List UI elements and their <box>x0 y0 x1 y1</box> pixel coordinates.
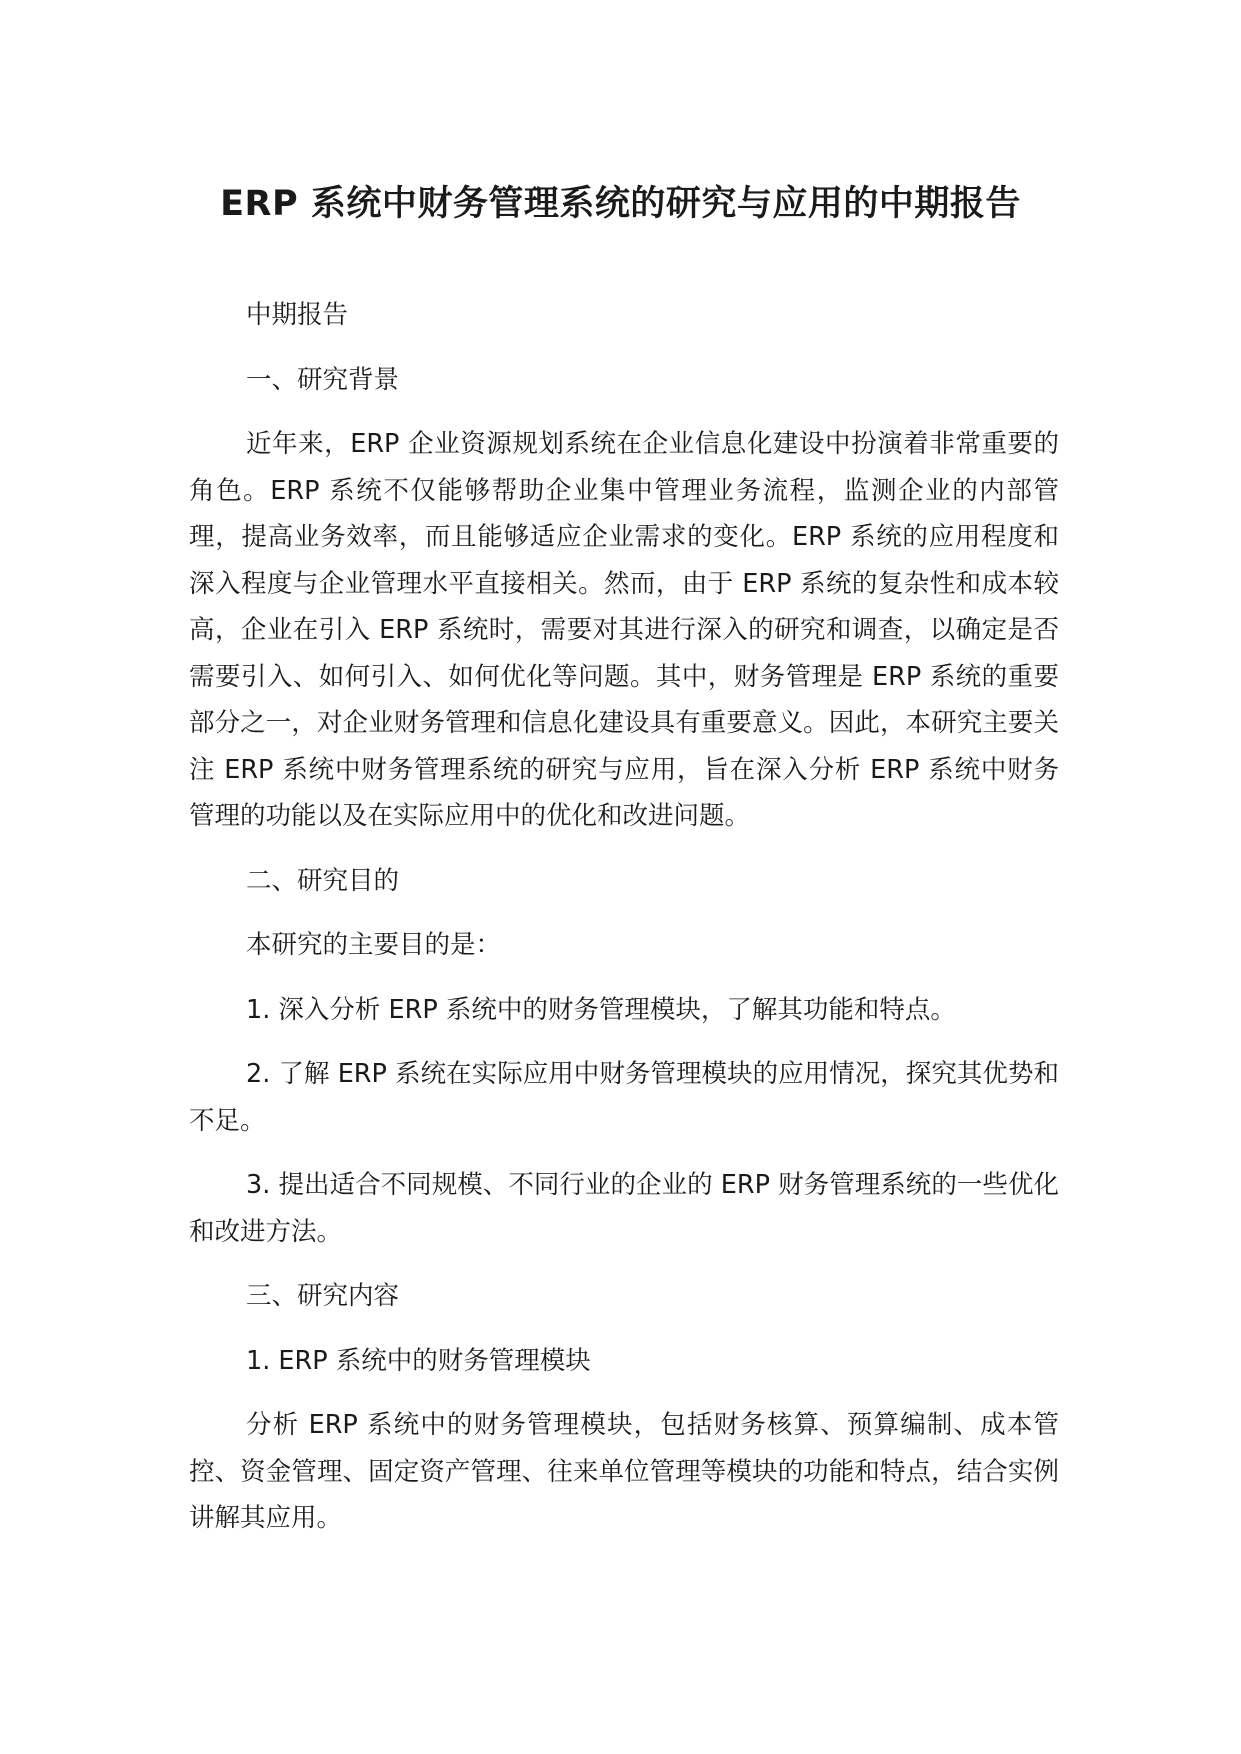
purpose-item-3: 3. 提出适合不同规模、不同行业的企业的 ERP 财务管理系统的一些优化和改进方法。 <box>189 1170 1059 1247</box>
section-heading-purpose: 二、研究目的 <box>246 865 400 896</box>
section-heading-content: 三、研究内容 <box>246 1281 400 1311</box>
section-heading-background: 一、研究背景 <box>246 364 400 395</box>
background-paragraph: 近年来，ERP 企业资源规划系统在企业信息化建设中扮演着非常重要的角色。ERP 系统不仅能够帮助企业集中管理业务流程，监测企业的内部管理，提高业务效率，而且能够适应企业需求的变化。ERP 系统的应用程度和深入程度与企业管理水平直接相关。然而，由于 ERP 系统的复杂性和成本较高，企业在引入 ERP 系统时，需要对其进行深入的研究和调查，以确定是否需要引入、如何引入、如何优化等问题。其中，财务管理是 ERP 系统的重要部分之一，对企业财务管理和信息化建设具有重要意义。因此，本研究主要关注 ERP 系统中财务管理系统的研究与应用，旨在深入分析 ERP 系统中财务管理的功能以及在实际应用中的优化和改进问题。 <box>189 429 1059 831</box>
purpose-intro: 本研究的主要目的是： <box>246 930 502 960</box>
purpose-item-2: 2. 了解 ERP 系统在实际应用中财务管理模块的应用情况，探究其优势和不足。 <box>189 1059 1059 1136</box>
document-title: ERP 系统中财务管理系统的研究与应用的中期报告 <box>220 184 1021 224</box>
content-subheading-1: 1. ERP 系统中的财务管理模块 <box>246 1345 591 1376</box>
purpose-item-1: 1. 深入分析 ERP 系统中的财务管理模块，了解其功能和特点。 <box>246 994 956 1025</box>
report-label: 中期报告 <box>246 300 349 330</box>
document-body <box>189 292 1059 1560</box>
content-paragraph-1: 分析 ERP 系统中的财务管理模块，包括财务核算、预算编制、成本管控、资金管理、固定资产管理、往来单位管理等模块的功能和特点，结合实例讲解其应用。 <box>189 1410 1059 1533</box>
